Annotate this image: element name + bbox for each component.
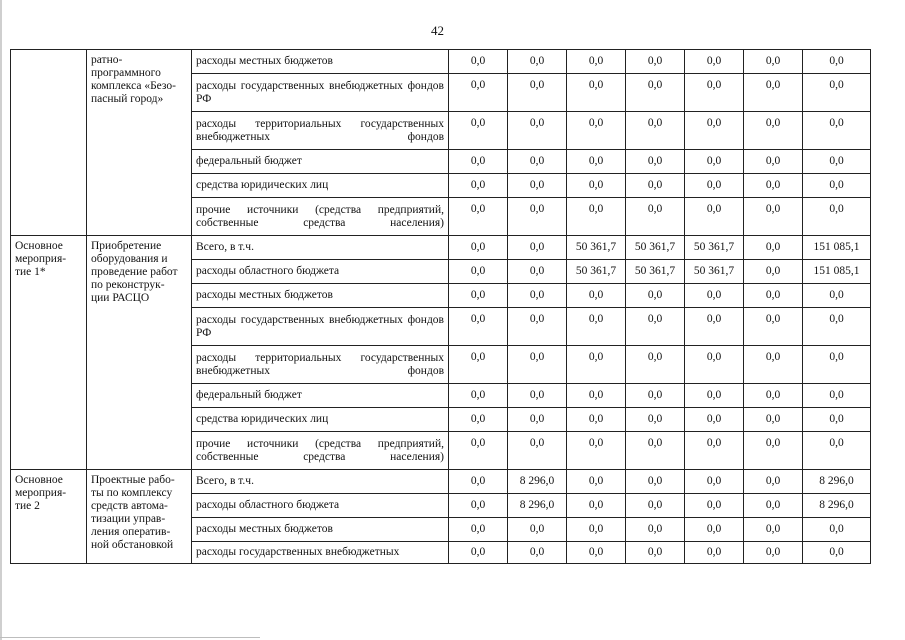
year-value: 0,0 <box>508 174 567 198</box>
year-value: 0,0 <box>567 494 626 518</box>
year-value: 0,0 <box>744 542 803 564</box>
year-value: 0,0 <box>685 308 744 346</box>
measure-label: Основное мероприя- тие 2 <box>11 470 87 564</box>
year-value: 0,0 <box>567 346 626 384</box>
funding-source: расходы государственных внебюджетных фондов РФ <box>192 74 449 112</box>
year-value: 0,0 <box>508 198 567 236</box>
year-value: 0,0 <box>567 470 626 494</box>
funding-source: федеральный бюджет <box>192 150 449 174</box>
year-value: 0,0 <box>744 470 803 494</box>
year-value: 0,0 <box>626 432 685 470</box>
measure-description: Приобретение оборудования и проведение работ по реконструк- ции РАСЦО <box>87 236 192 470</box>
year-value: 0,0 <box>508 542 567 564</box>
year-value: 0,0 <box>744 346 803 384</box>
year-value: 0,0 <box>744 150 803 174</box>
year-value: 0,0 <box>567 432 626 470</box>
year-value: 0,0 <box>567 284 626 308</box>
total-value: 151 085,1 <box>803 236 871 260</box>
total-value: 0,0 <box>803 432 871 470</box>
funding-source: средства юридических лиц <box>192 408 449 432</box>
year-value: 0,0 <box>744 518 803 542</box>
year-value: 0,0 <box>508 308 567 346</box>
measure-description: Проектные рабо- ты по комплексу средств автома- тизации управ- ления оператив- ной обстановкой <box>87 470 192 564</box>
year-value: 0,0 <box>685 408 744 432</box>
year-value: 0,0 <box>744 198 803 236</box>
table-row <box>11 236 871 260</box>
year-value: 0,0 <box>449 470 508 494</box>
table-row <box>11 50 871 74</box>
year-value: 0,0 <box>626 308 685 346</box>
year-value: 0,0 <box>508 408 567 432</box>
funding-source: расходы территориальных государственных внебюджетных фондов <box>192 112 449 150</box>
page-number: 42 <box>431 23 444 38</box>
year-value: 0,0 <box>508 260 567 284</box>
year-value: 50 361,7 <box>685 236 744 260</box>
year-value: 0,0 <box>626 74 685 112</box>
year-value: 0,0 <box>508 284 567 308</box>
year-value: 0,0 <box>744 408 803 432</box>
year-value: 0,0 <box>685 518 744 542</box>
year-value: 0,0 <box>508 384 567 408</box>
year-value: 0,0 <box>626 198 685 236</box>
year-value: 0,0 <box>626 284 685 308</box>
year-value: 0,0 <box>567 150 626 174</box>
year-value: 0,0 <box>449 112 508 150</box>
total-value: 0,0 <box>803 542 871 564</box>
year-value: 0,0 <box>685 50 744 74</box>
funding-source: средства юридических лиц <box>192 174 449 198</box>
year-value: 0,0 <box>449 518 508 542</box>
year-value: 8 296,0 <box>508 494 567 518</box>
year-value: 0,0 <box>685 432 744 470</box>
year-value: 0,0 <box>626 470 685 494</box>
year-value: 0,0 <box>449 236 508 260</box>
year-value: 0,0 <box>449 432 508 470</box>
year-value: 0,0 <box>449 74 508 112</box>
year-value: 0,0 <box>626 494 685 518</box>
funding-source: Всего, в т.ч. <box>192 236 449 260</box>
total-value: 0,0 <box>803 308 871 346</box>
funding-source: расходы местных бюджетов <box>192 284 449 308</box>
table-row <box>11 470 871 494</box>
year-value: 0,0 <box>567 518 626 542</box>
funding-source: расходы территориальных государственных внебюджетных фондов <box>192 346 449 384</box>
year-value: 50 361,7 <box>685 260 744 284</box>
total-value: 0,0 <box>803 346 871 384</box>
year-value: 0,0 <box>567 308 626 346</box>
measure-label <box>11 50 87 236</box>
funding-source: расходы местных бюджетов <box>192 50 449 74</box>
total-value: 0,0 <box>803 112 871 150</box>
total-value: 0,0 <box>803 174 871 198</box>
scan-edge <box>0 0 2 640</box>
measure-label: Основное мероприя- тие 1* <box>11 236 87 470</box>
year-value: 0,0 <box>744 112 803 150</box>
year-value: 0,0 <box>567 542 626 564</box>
total-value: 0,0 <box>803 518 871 542</box>
total-value: 0,0 <box>803 198 871 236</box>
year-value: 0,0 <box>626 384 685 408</box>
year-value: 0,0 <box>685 384 744 408</box>
funding-source: расходы государственных внебюджетных фондов РФ <box>192 308 449 346</box>
year-value: 0,0 <box>449 494 508 518</box>
year-value: 0,0 <box>626 150 685 174</box>
year-value: 0,0 <box>744 74 803 112</box>
year-value: 0,0 <box>449 346 508 384</box>
year-value: 0,0 <box>567 112 626 150</box>
year-value: 0,0 <box>685 174 744 198</box>
year-value: 0,0 <box>449 260 508 284</box>
funding-source: прочие источники (средства предприятий, собственные средства населения) <box>192 198 449 236</box>
funding-source: расходы областного бюджета <box>192 260 449 284</box>
year-value: 0,0 <box>744 494 803 518</box>
year-value: 50 361,7 <box>567 236 626 260</box>
year-value: 0,0 <box>508 50 567 74</box>
year-value: 0,0 <box>744 384 803 408</box>
year-value: 0,0 <box>449 284 508 308</box>
year-value: 0,0 <box>449 542 508 564</box>
funding-source: расходы местных бюджетов <box>192 518 449 542</box>
total-value: 0,0 <box>803 284 871 308</box>
year-value: 0,0 <box>449 50 508 74</box>
year-value: 0,0 <box>626 542 685 564</box>
year-value: 0,0 <box>626 50 685 74</box>
year-value: 0,0 <box>508 346 567 384</box>
year-value: 0,0 <box>567 408 626 432</box>
total-value: 151 085,1 <box>803 260 871 284</box>
funding-source: прочие источники (средства предприятий, собственные средства населения) <box>192 432 449 470</box>
year-value: 0,0 <box>626 408 685 432</box>
year-value: 0,0 <box>744 50 803 74</box>
total-value: 0,0 <box>803 74 871 112</box>
year-value: 0,0 <box>685 198 744 236</box>
year-value: 0,0 <box>685 74 744 112</box>
year-value: 0,0 <box>508 74 567 112</box>
year-value: 50 361,7 <box>626 260 685 284</box>
year-value: 0,0 <box>567 174 626 198</box>
year-value: 8 296,0 <box>508 470 567 494</box>
funding-source: расходы областного бюджета <box>192 494 449 518</box>
total-value: 8 296,0 <box>803 470 871 494</box>
year-value: 0,0 <box>449 174 508 198</box>
year-value: 0,0 <box>508 236 567 260</box>
year-value: 0,0 <box>449 308 508 346</box>
year-value: 0,0 <box>685 284 744 308</box>
year-value: 0,0 <box>744 236 803 260</box>
year-value: 0,0 <box>744 432 803 470</box>
scan-bottom-edge <box>0 637 260 638</box>
year-value: 0,0 <box>626 112 685 150</box>
year-value: 50 361,7 <box>567 260 626 284</box>
year-value: 0,0 <box>685 150 744 174</box>
total-value: 8 296,0 <box>803 494 871 518</box>
year-value: 0,0 <box>744 260 803 284</box>
year-value: 0,0 <box>744 308 803 346</box>
year-value: 0,0 <box>449 384 508 408</box>
year-value: 0,0 <box>508 518 567 542</box>
year-value: 0,0 <box>685 470 744 494</box>
year-value: 0,0 <box>744 284 803 308</box>
year-value: 0,0 <box>508 112 567 150</box>
total-value: 0,0 <box>803 50 871 74</box>
year-value: 0,0 <box>685 542 744 564</box>
funding-source: расходы государственных внебюджетных <box>192 542 449 564</box>
budget-table <box>10 49 871 564</box>
year-value: 0,0 <box>449 198 508 236</box>
year-value: 0,0 <box>685 112 744 150</box>
total-value: 0,0 <box>803 150 871 174</box>
total-value: 0,0 <box>803 408 871 432</box>
total-value: 0,0 <box>803 384 871 408</box>
year-value: 0,0 <box>567 198 626 236</box>
year-value: 0,0 <box>449 150 508 174</box>
year-value: 0,0 <box>508 150 567 174</box>
year-value: 0,0 <box>567 384 626 408</box>
year-value: 0,0 <box>626 346 685 384</box>
year-value: 0,0 <box>685 346 744 384</box>
funding-source: Всего, в т.ч. <box>192 470 449 494</box>
funding-source: федеральный бюджет <box>192 384 449 408</box>
table-body <box>11 50 871 564</box>
year-value: 0,0 <box>449 408 508 432</box>
year-value: 0,0 <box>508 432 567 470</box>
year-value: 0,0 <box>744 174 803 198</box>
year-value: 0,0 <box>626 518 685 542</box>
year-value: 0,0 <box>567 74 626 112</box>
year-value: 0,0 <box>567 50 626 74</box>
year-value: 50 361,7 <box>626 236 685 260</box>
year-value: 0,0 <box>626 174 685 198</box>
year-value: 0,0 <box>685 494 744 518</box>
measure-description: ратно- программного комплекса «Безо- пасный город» <box>87 50 192 236</box>
